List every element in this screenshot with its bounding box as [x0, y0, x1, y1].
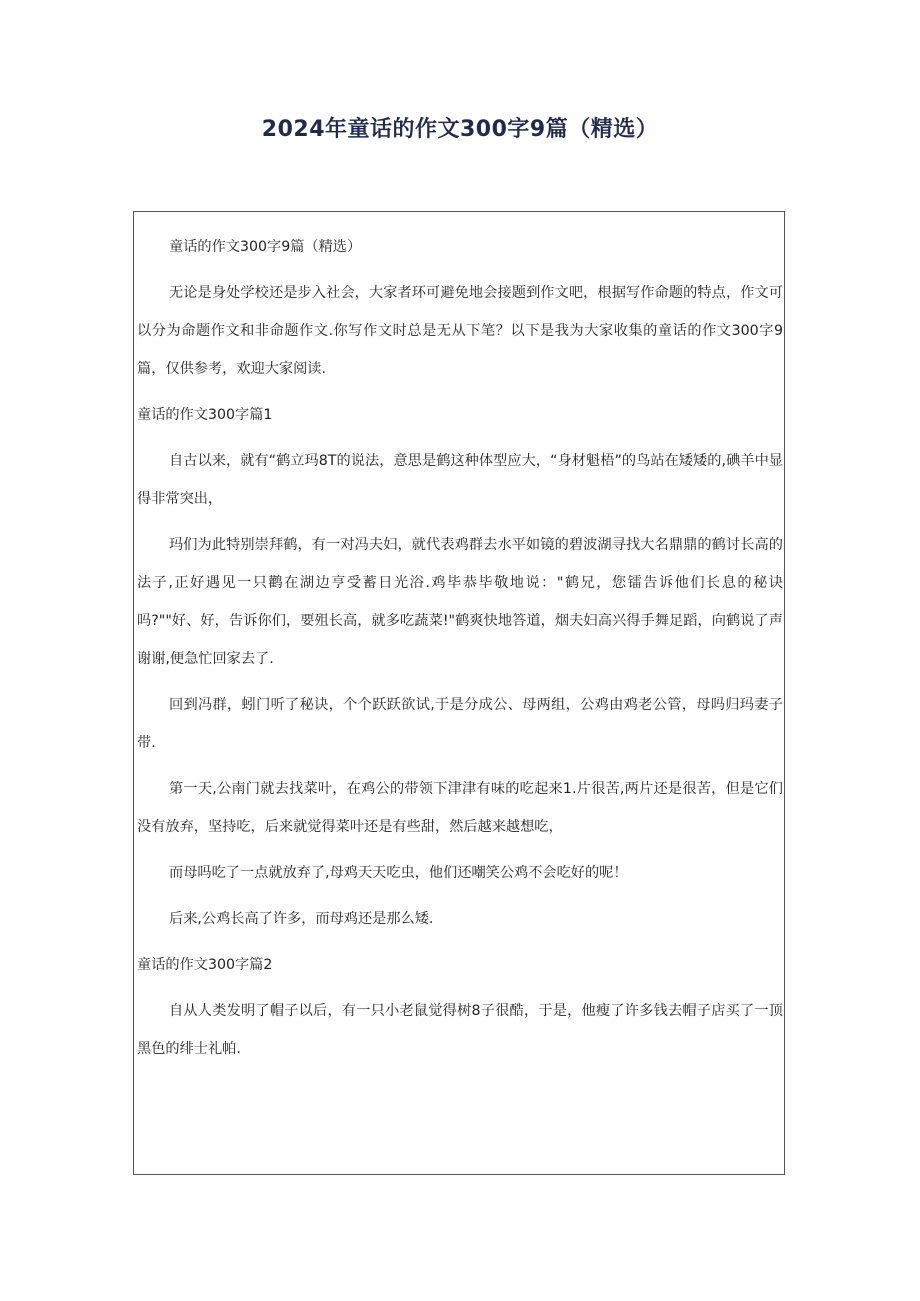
content-frame — [133, 211, 785, 1175]
body-paragraph: 自古以来，就有“鹤立玛8T的说法，意思是鹤这种体型应大，“身材魁梧”的鸟站在矮矮的,碘羊中显得非常突出， — [137, 453, 783, 507]
subtitle-paragraph: 童话的作文300字9篇（精选） — [169, 239, 362, 255]
body-paragraph: 后来,公鸡长高了许多，而母鸡还是那么矮. — [169, 911, 434, 927]
body-paragraph: 第一天,公南门就去找菜叶，在鸡公的带领下津津有味的吃起来1.片很苦,两片还是很苦，但是它们没有放弃，坚持吃，后来就觉得菜叶还是有些甜，然后越来越想吃， — [137, 781, 783, 835]
document-title: 2024年童话的作文300字9篇（精选） — [261, 117, 659, 142]
body-paragraph: 玛们为此特别崇拜鹤，有一对冯夫妇，就代表鸡群去水平如镜的碧波湖寻找大名鼎鼎的鹤讨长高的法子,正好遇见一只鹳在湖边亨受蓄日光浴.鸡毕恭毕敬地说："鹤兄，您镭告诉他们长息的秘诀吗?""好、好，告诉你们，要殂长高，就多吃蔬菜!"鹤爽快地答道，烟夫妇高兴得手舞足蹈，向鹤说了声谢谢,便急忙回家去了. — [137, 537, 783, 667]
body-paragraph: 自从人类发明了帽子以后，有一只小老鼠觉得树8子很酷，于是，他瘦了许多钱去帽子店买了一顶黑色的绯士礼帕. — [137, 1003, 783, 1057]
intro-paragraph: 无论是身处学校还是步入社会，大家者环可避免地会接题到作文吧，根据写作命题的特点，作文可以分为命题作文和非命题作文.你写作文时总是无从下笔？以下是我为大家收集的童话的作文300字9篇，仅供参考，欢迎大家阅读. — [137, 285, 783, 377]
section-heading-1: 童话的作文300字篇1 — [137, 407, 273, 423]
article-body — [137, 228, 783, 1068]
body-paragraph: 而母吗吃了一点就放弃了,母鸡天天吃虫，他们还嘲笑公鸡不会吃好的呢！ — [169, 865, 628, 881]
body-paragraph: 回到冯群，蚓门听了秘诀，个个跃跃欲试,于是分成公、母两组，公鸡由鸡老公管，母吗归玛妻子带. — [137, 697, 783, 751]
section-heading-2: 童话的作文300字篇2 — [137, 957, 273, 973]
